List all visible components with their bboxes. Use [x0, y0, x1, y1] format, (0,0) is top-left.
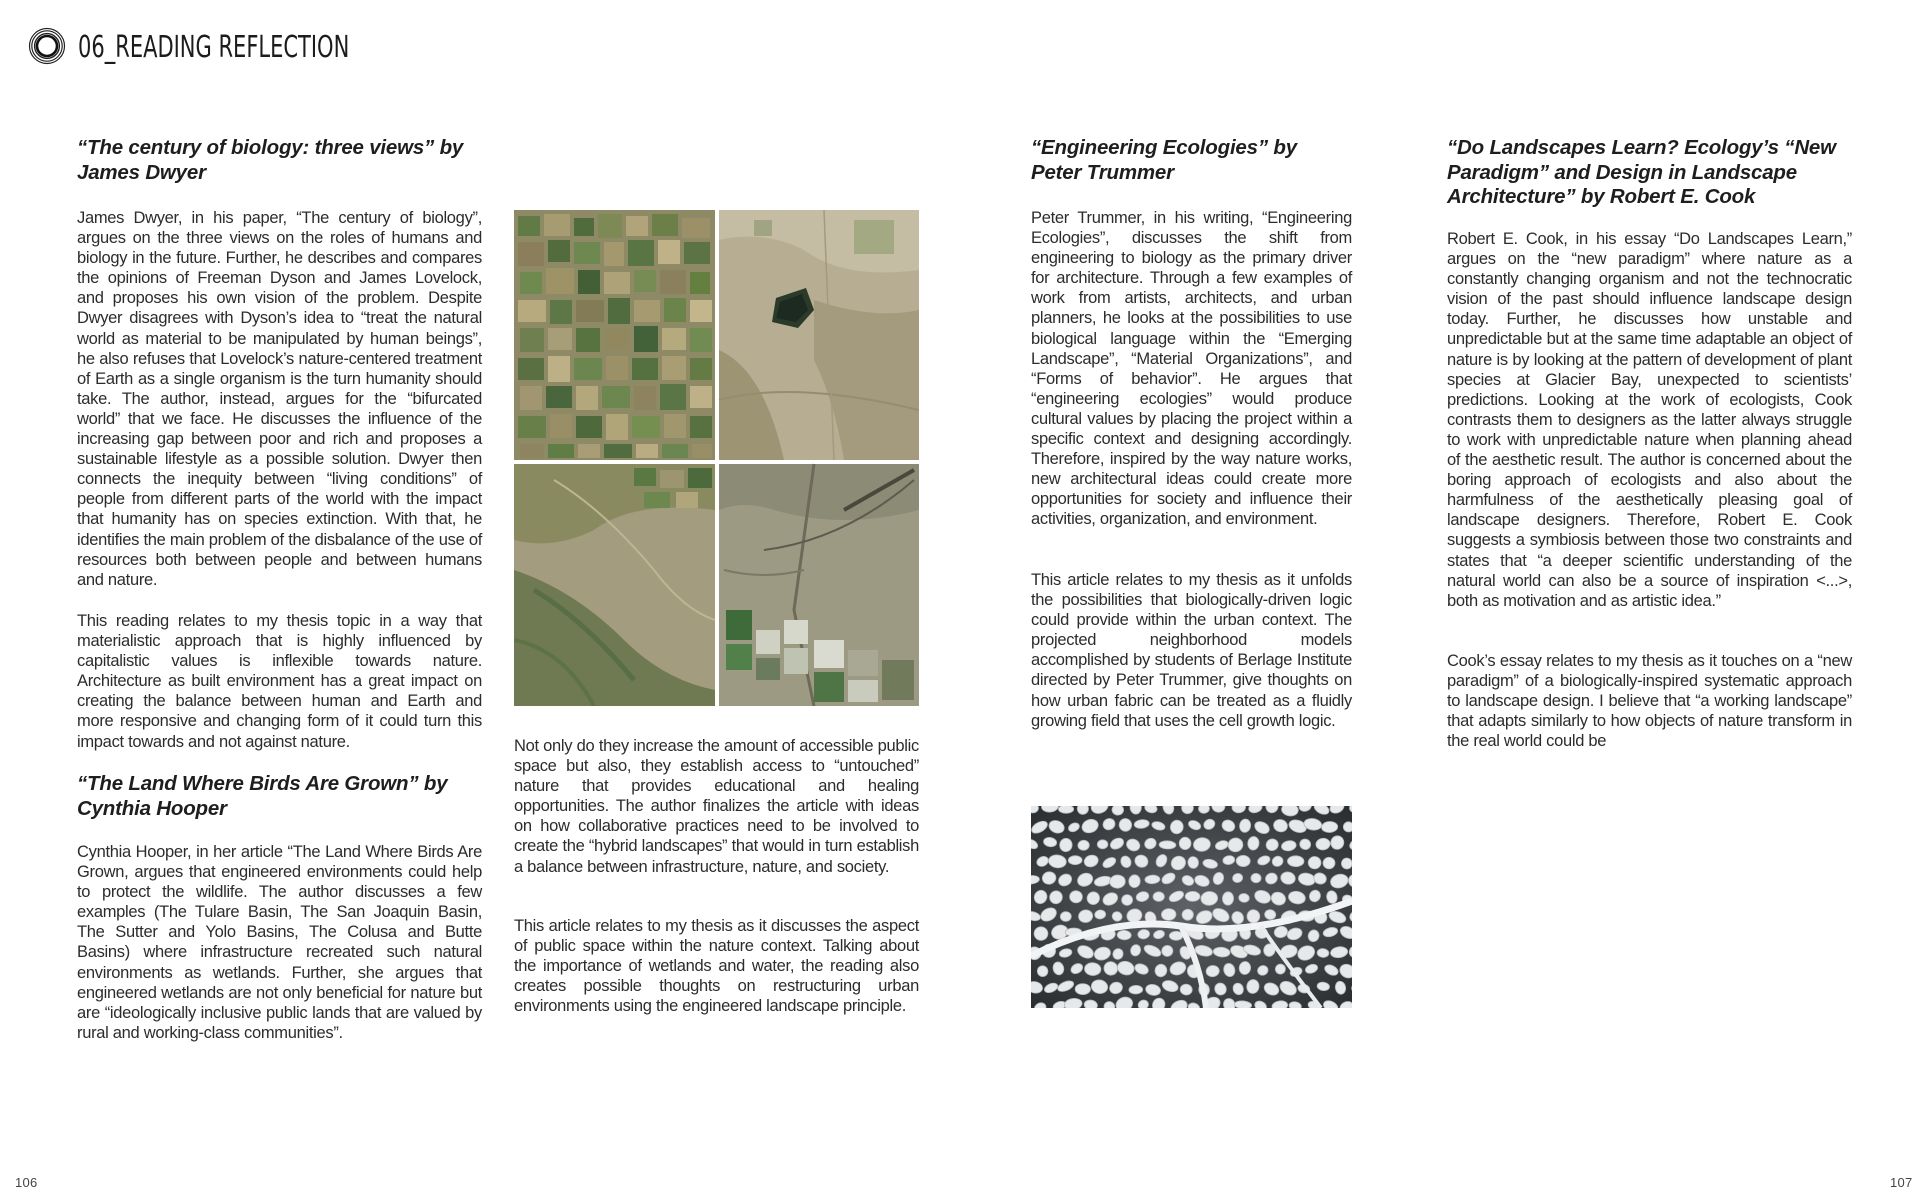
- hooper-paragraph-1: Cynthia Hooper, in her article “The Land Where Birds Are Grown, argues that engineered environments could help to protect the wildlife. The author discusses a few examples (The Tulare Basin, The San Joaquin Basin, The Sutter and Yolo Basins, The Colusa and Butte Basins) where infrastructure recreated such natural environments as wetlands. Further, she argues that engineered wetlands are not only beneficial for nature but are “ideologically inclusive public lands that are valued by rural and working-class communities”.: [77, 843, 482, 1042]
- model-cell: [1236, 855, 1250, 867]
- cook-paragraph-1: Robert E. Cook, in his essay “Do Landscapes Learn,” argues on the “new paradigm” where nature as a constantly changing organism and not the technocratic vision of the past should influence landscape design today. Further, he discusses how unstable and unpredictable but at the same time adaptable an object of nature is by looking at the pattern of development of plant species at Glacier Bay, unexpected to scientists’ predictions. Looking at the work of ecologists, Cook contrasts them to designers as the latter always struggle to work with unpredictable nature when planning ahead of the aesthetic result. The author is concerned about the boring approach of ecologists and also about the harmfulness of the aesthetically pleasing goal of landscape designers. Therefore, Robert E. Cook suggests a symbiosis between those two constraints and states that “a deeper scientific understanding of the natural world can also be a source of inspiration <...>, both as motivation and as artistic idea.”: [1447, 230, 1852, 610]
- model-cell: [1308, 856, 1321, 869]
- model-cell: [1129, 985, 1143, 994]
- model-cell: [1069, 890, 1083, 903]
- article-title-hooper: “The Land Where Birds Are Grown” by Cynthia Hooper: [77, 772, 448, 820]
- model-cell: [1068, 856, 1082, 865]
- right-page-number: 107: [1890, 1175, 1913, 1190]
- model-cell: [1287, 856, 1304, 867]
- cook-paragraph-2: Cook’s essay relates to my thesis as it touches on a “new paradigm” of a biologically-inspired systematic approach to landscape design. I believe that “a working landscape” that adapts similarly to how objects of nature transform in the real world could be: [1447, 652, 1852, 751]
- model-cell: [1075, 983, 1091, 994]
- aerial-photo-grid: [514, 210, 919, 706]
- model-cell: [1117, 930, 1131, 940]
- model-cell: [1222, 892, 1234, 906]
- aerial-photo-wetlands: [719, 464, 919, 706]
- trummer-paragraph-1: Peter Trummer, in his writing, “Engineering Ecologies”, discusses the shift from engineering to biology as the primary driver for architecture. Through a few examples of work from artists, architects, and urban planners, he looks at the possibilities to use biological language within the “Emerging Landscape”, “Material Organizations”, and “Forms of behavior”. He argues that “engineering ecologies” would produce cultural values by placing the project within a specific context and designing accordingly. Therefore, inspired by the way nature works, new architectural ideas could create more opportunities for society and influence their activities, organization, and environment.: [1031, 209, 1352, 529]
- model-cell: [1251, 873, 1262, 883]
- model-cell: [1059, 806, 1074, 813]
- dwyer-paragraph-2: This reading relates to my thesis topic in a way that materialistic approach that is highly influenced by capitalistic values is inflexible towards nature. Architecture as built environment has a great impact on creating the balance between human and Earth and more responsive and changing form of it could turn this impact towards and not against nature.: [77, 612, 482, 751]
- article-title-cook: “Do Landscapes Learn? Ecology’s “New Paradigm” and Design in Landscape Architecture” by Robert E. Cook: [1447, 136, 1836, 208]
- hooper-paragraph-3: This article relates to my thesis as it discusses the aspect of public space within the nature context. Talking about the importance of wetlands and water, the reading also creates possible thoughts on restructuring urban environments using the engineered landscape principle.: [514, 917, 919, 1016]
- model-cell: [1097, 840, 1108, 849]
- cell-model-photo: [1031, 806, 1352, 1008]
- article-title-trummer: “Engineering Ecologies” by Peter Trummer: [1031, 136, 1297, 184]
- model-cell: [1179, 837, 1191, 849]
- model-cell: [1323, 857, 1336, 869]
- model-cell: [1343, 822, 1352, 833]
- trummer-paragraph-2: This article relates to my thesis as it unfolds the possibilities that biologically-driven logic could provide within the urban context. The projected neighborhood models accomplished by students of Berlage Institute directed by Peter Trummer, give thoughts on how urban fabric can be treated as a fluidly growing field that uses the cell growth logic.: [1031, 571, 1352, 730]
- left-page-number: 106: [15, 1175, 38, 1190]
- article-title-dwyer: “The century of biology: three views” by James Dwyer: [77, 136, 464, 184]
- section-title: 06_READING REFLECTION: [78, 30, 350, 65]
- model-cell: [1121, 894, 1133, 906]
- hooper-paragraph-2: Not only do they increase the amount of accessible public space but also, they establish access to “untouched” nature that provides educational and healing opportunities. The author finalizes the article with ideas on how collaborative practices need to be involved to create the “hybrid landscapes” that would in turn establish a balance between infrastructure, nature, and society.: [514, 737, 919, 876]
- aerial-photo-arid-pond: [719, 210, 919, 460]
- dwyer-paragraph-1: James Dwyer, in his paper, “The century of biology”, argues on the three views on the roles of humans and biology in the future. Further, he describes and compares the opinions of Freeman Dyson and James Lovelock, and proposes his own vision of the problem. Despite Dwyer disagrees with Dyson’s idea to “treat the natural world as material to be manipulated by human beings”, he also refuses that Lovelock’s nature-centered treatment of Earth as a single organism is the turn humanity should take. The author, instead, argues for the “bifurcated world” that we face. He discusses the influence of the increasing gap between poor and rich and proposes a sustainable lifestyle as a possible solution. Dwyer then connects the inequity between “living conditions” of people from different parts of the world with the impact that humanity has on species extinction. With that, he identifies the main problem of the disbalance of the use of resources both between people and between humans and nature.: [77, 209, 482, 589]
- model-cell: [1185, 891, 1200, 901]
- model-cell: [1247, 909, 1261, 923]
- model-cell: [1077, 806, 1088, 814]
- model-cell: [1128, 874, 1140, 888]
- model-cell: [1159, 841, 1176, 850]
- model-cell: [1153, 892, 1165, 902]
- aerial-photo-farmland: [514, 210, 715, 460]
- aerial-photo-valley: [514, 464, 715, 706]
- model-cell: [1060, 911, 1072, 922]
- concentric-circles-icon: [28, 27, 66, 65]
